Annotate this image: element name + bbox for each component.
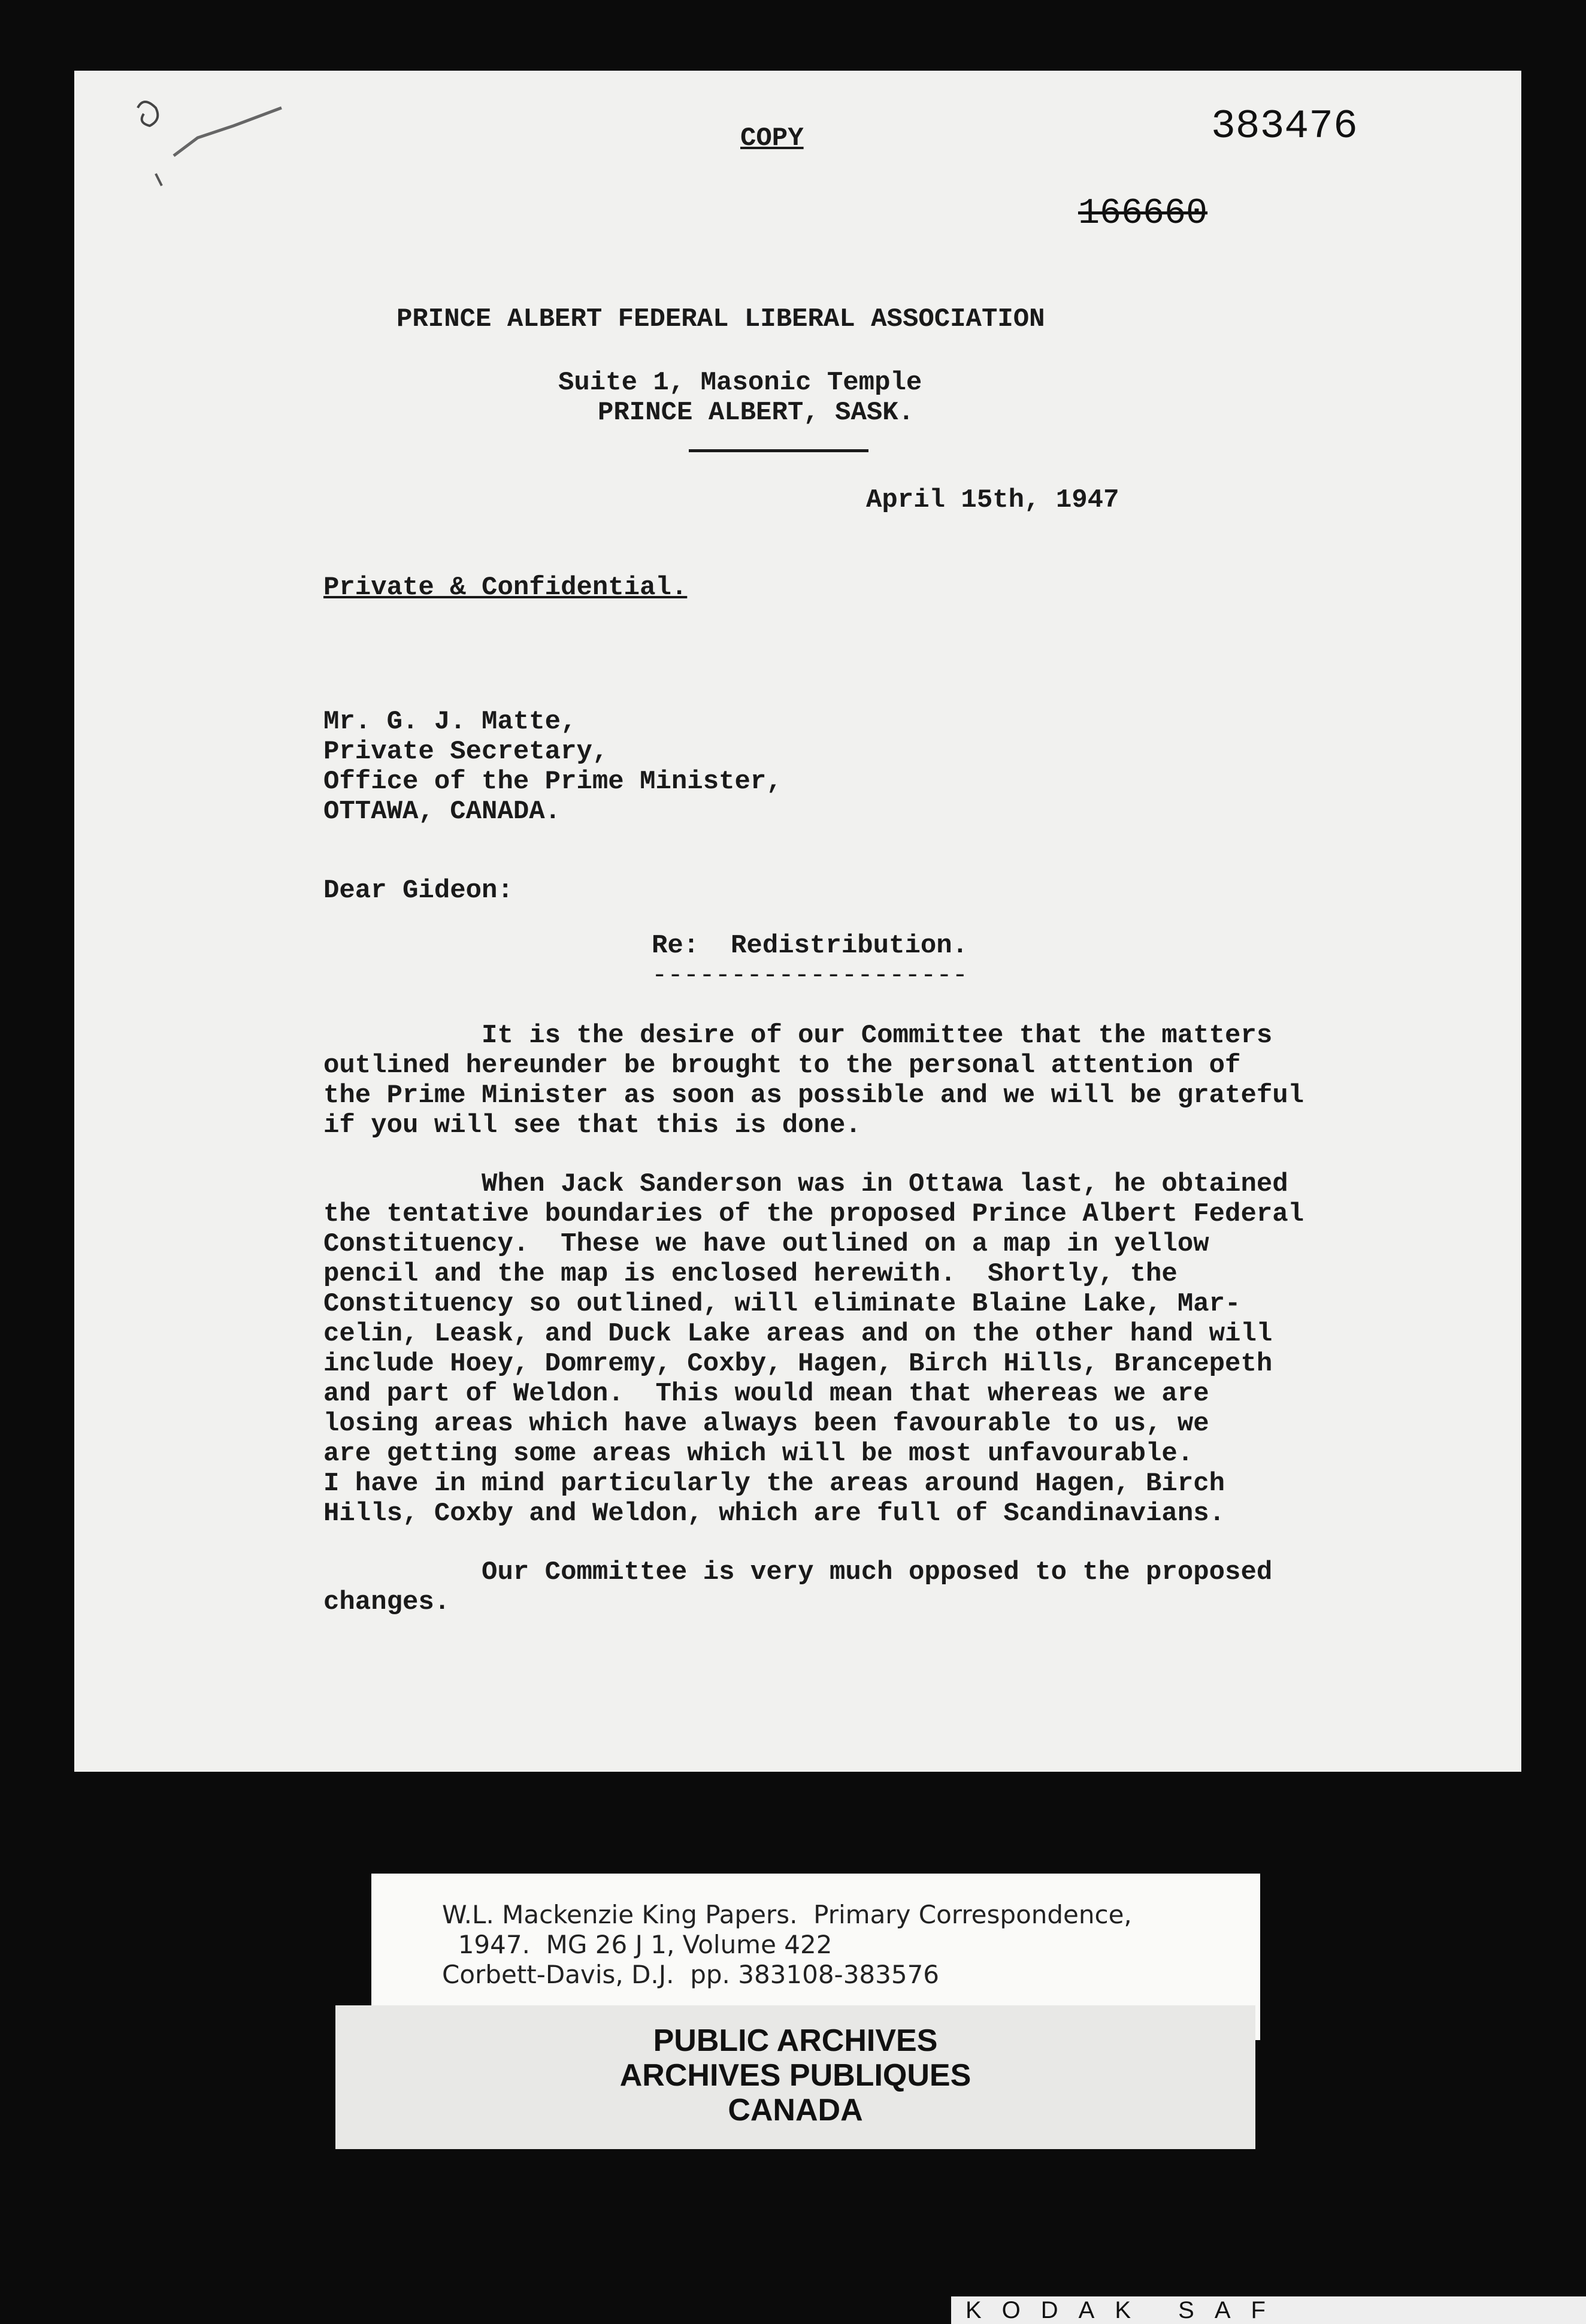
letterhead-org: PRINCE ALBERT FEDERAL LIBERAL ASSOCIATION bbox=[396, 304, 1045, 334]
recipient-line: Office of the Prime Minister, bbox=[323, 767, 782, 797]
body-line: if you will see that this is done. bbox=[323, 1110, 861, 1140]
archives-line: ARCHIVES PUBLIQUES bbox=[619, 2058, 971, 2093]
archives-line: CANADA bbox=[728, 2093, 863, 2128]
body-line: and part of Weldon. This would mean that whereas we are bbox=[323, 1379, 1209, 1409]
body-line: changes. bbox=[323, 1587, 450, 1617]
address-line-2: PRINCE ALBERT, SASK. bbox=[598, 398, 915, 428]
subject-underline: -------------------- bbox=[652, 961, 968, 991]
film-strip-label: KODAK SAF bbox=[951, 2296, 1586, 2324]
body-line: pencil and the map is enclosed herewith. Shortly, the bbox=[323, 1259, 1178, 1289]
old-document-number: 166660 bbox=[1078, 193, 1208, 234]
body-line: include Hoey, Domremy, Coxby, Hagen, Birch Hills, Brancepeth bbox=[323, 1349, 1273, 1379]
body-line: the tentative boundaries of the proposed Prince Albert Federal bbox=[323, 1199, 1304, 1229]
body-line: outlined hereunder be brought to the personal attention of bbox=[323, 1051, 1241, 1081]
body-line: Hills, Coxby and Weldon, which are full of Scandinavians. bbox=[323, 1499, 1225, 1529]
subject-line: Re: Redistribution. bbox=[652, 931, 968, 961]
archives-line: PUBLIC ARCHIVES bbox=[653, 2023, 938, 2058]
body-line: Our Committee is very much opposed to the proposed bbox=[323, 1557, 1273, 1587]
body-line: When Jack Sanderson was in Ottawa last, he obtained bbox=[323, 1169, 1288, 1199]
recipient-line: Private Secretary, bbox=[323, 737, 609, 767]
citation-line: Corbett-Davis, D.J. pp. 383108-383576 bbox=[442, 1960, 940, 1989]
body-line: losing areas which have always been favourable to us, we bbox=[323, 1409, 1209, 1439]
salutation: Dear Gideon: bbox=[323, 876, 513, 906]
body-line: are getting some areas which will be most unfavourable. bbox=[323, 1439, 1194, 1469]
letter-date: April 15th, 1947 bbox=[866, 485, 1119, 515]
recipient-line: OTTAWA, CANADA. bbox=[323, 797, 561, 827]
body-line: I have in mind particularly the areas around Hagen, Birch bbox=[323, 1469, 1225, 1499]
body-line: It is the desire of our Committee that the matters bbox=[323, 1021, 1273, 1051]
copy-label: COPY bbox=[740, 123, 804, 153]
citation-line: 1947. MG 26 J 1, Volume 422 bbox=[442, 1930, 833, 1959]
body-line: Constituency. These we have outlined on a map in yellow bbox=[323, 1229, 1209, 1259]
body-line: the Prime Minister as soon as possible and we will be grateful bbox=[323, 1081, 1304, 1110]
corner-scribble bbox=[102, 84, 353, 204]
letterhead-divider bbox=[689, 449, 868, 452]
document-number: 383476 bbox=[1211, 104, 1358, 150]
body-line: Constituency so outlined, will eliminate Blaine Lake, Mar- bbox=[323, 1289, 1241, 1319]
confidential-note: Private & Confidential. bbox=[323, 573, 688, 603]
recipient-line: Mr. G. J. Matte, bbox=[323, 707, 577, 737]
public-archives-stamp bbox=[335, 2005, 1255, 2149]
body-line: celin, Leask, and Duck Lake areas and on the other hand will bbox=[323, 1319, 1273, 1349]
address-line-1: Suite 1, Masonic Temple bbox=[558, 368, 922, 398]
citation-line: W.L. Mackenzie King Papers. Primary Correspondence, bbox=[442, 1900, 1132, 1929]
